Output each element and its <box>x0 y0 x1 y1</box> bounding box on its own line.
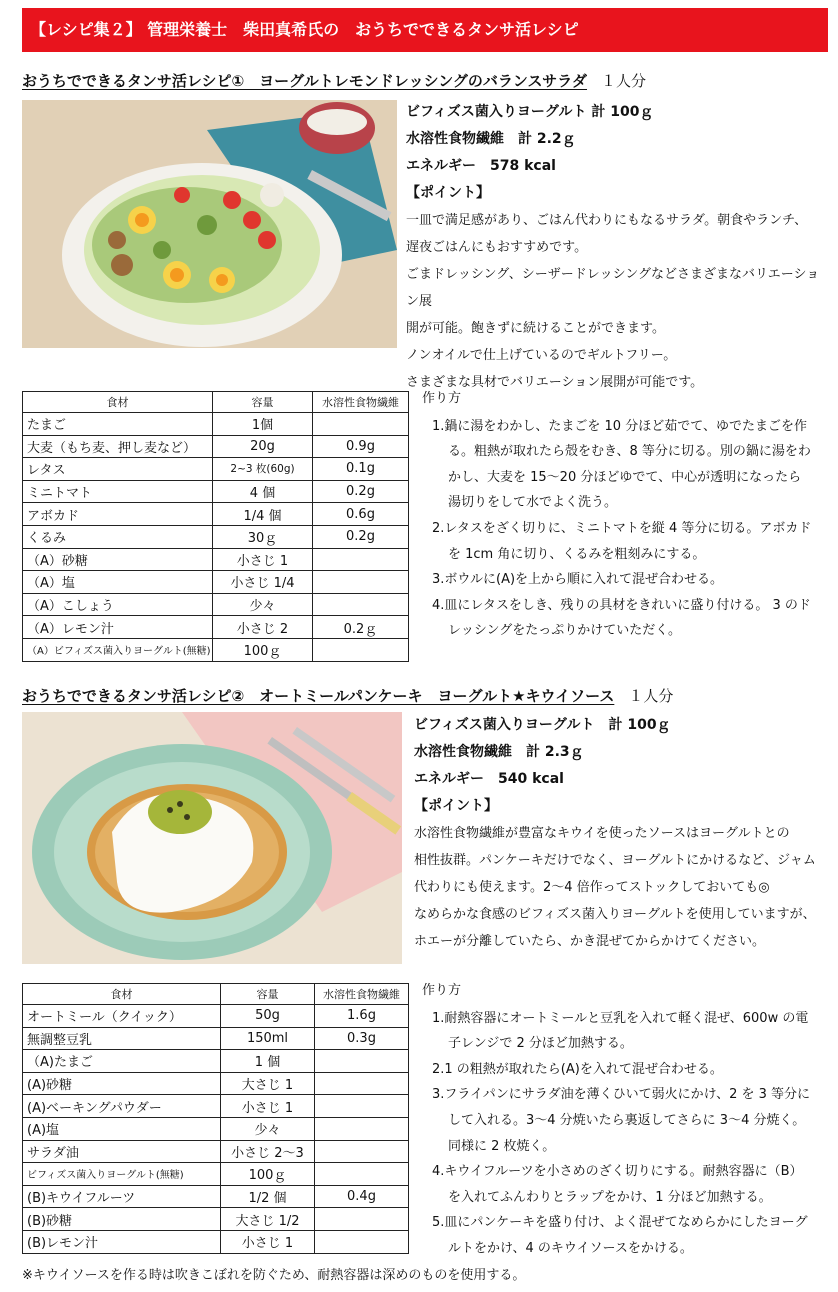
ingredient-name: （A）砂糖 <box>23 548 213 571</box>
header-ingredient: 食材 <box>23 984 221 1005</box>
header-amount: 容量 <box>213 392 313 413</box>
ingredient-name: オートミール（クイック） <box>23 1005 221 1028</box>
recipe-2-step: 1.耐熱容器にオートミールと豆乳を入れて軽く混ぜ、600w の電子レンジで 2 分ほど加熱する。 <box>432 1010 809 1052</box>
ingredient-fiber: 0.3g <box>315 1027 409 1050</box>
recipe-2-step: 5.皿にパンケーキを盛り付け、よく混ぜてなめらかにしたヨーグルトをかけ、4 のキウイソースをかける。 <box>432 1215 808 1256</box>
recipe-1-point-line: ノンオイルで仕上げているのでギルトフリー。 <box>406 348 677 363</box>
table-row <box>23 1050 409 1073</box>
ingredient-name: レタス <box>23 458 213 481</box>
ingredient-amount: 4 個 <box>213 480 313 503</box>
recipe-2-point-line: 代わりにも使えます。2～4 倍作ってストックしておいても◎ <box>414 880 770 895</box>
ingredient-name: アボカド <box>23 503 213 526</box>
recipe-1-fiber-total: 水溶性食物繊維 計 2.2ｇ <box>406 131 576 147</box>
recipe-1-step: 3.ボウルに(A)を上から順に入れて混ぜ合わせる。 <box>432 572 724 588</box>
recipe-2-step: 3.フライパンにサラダ油を薄くひいて弱火にかけ、2 を 3 等分にして入れる。3～4 分焼いたら裏返してさらに 3～4 分焼く。同様に 2 枚焼く。 <box>432 1087 811 1154</box>
recipe-2-steps <box>422 978 814 1262</box>
ingredient-fiber <box>315 1117 409 1140</box>
recipe-1-title <box>22 70 646 92</box>
table-row <box>23 1095 409 1118</box>
header-fiber: 水溶性食物繊維 <box>313 392 409 413</box>
table-row <box>23 1005 409 1028</box>
salad-photo <box>22 100 397 348</box>
ingredient-amount: 100ｇ <box>213 638 313 661</box>
table-row <box>23 571 409 594</box>
ingredient-amount: 小さじ 2～3 <box>221 1140 315 1163</box>
table-row <box>23 1117 409 1140</box>
table-row <box>23 593 409 616</box>
recipe-2-steps-label: 作り方 <box>422 983 462 998</box>
ingredient-fiber <box>313 413 409 436</box>
ingredient-name: （A）塩 <box>23 571 213 594</box>
ingredient-amount: 小さじ 1 <box>213 548 313 571</box>
ingredient-name: たまご <box>23 413 213 436</box>
ingredient-fiber <box>313 571 409 594</box>
footnote: ※キウイソースを作る時は吹きこぼれを防ぐため、耐熱容器は深めのものを使用する。 <box>22 1268 526 1283</box>
recipe-2-energy: エネルギー 540 kcal <box>414 771 564 787</box>
recipe-2-point-label: 【ポイント】 <box>414 798 498 814</box>
ingredient-fiber <box>313 548 409 571</box>
recipe-2-yogurt-total: ビフィズス菌入りヨーグルト 計 100ｇ <box>414 717 671 733</box>
ingredient-amount: 1/4 個 <box>213 503 313 526</box>
ingredient-fiber <box>315 1072 409 1095</box>
ingredient-amount: 1個 <box>213 413 313 436</box>
ingredient-amount: 大さじ 1/2 <box>221 1208 315 1231</box>
table-row <box>23 1230 409 1253</box>
recipe-1-step: 4.皿にレタスをしき、残りの具材をきれいに盛り付ける。 3 のドレッシングをたっぷりかけていただく。 <box>432 597 811 639</box>
recipe-2-step: 4.キウイフルーツを小さめのざく切りにする。耐熱容器に（B）を入れてふんわりとラップをかけ、1 分ほど加熱する。 <box>432 1164 803 1205</box>
ingredient-fiber <box>315 1208 409 1231</box>
recipe-1-title-text: おうちでできるタンサ活レシピ① ヨーグルトレモンドレッシングのバランスサラダ <box>22 72 588 90</box>
ingredient-fiber: 1.6g <box>315 1005 409 1028</box>
ingredient-name: 大麦（もち麦、押し麦など） <box>23 435 213 458</box>
ingredient-amount: 小さじ 1/4 <box>213 571 313 594</box>
ingredient-amount: 小さじ 2 <box>213 616 313 639</box>
ingredient-amount: 少々 <box>213 593 313 616</box>
table-row <box>23 638 409 661</box>
recipe-2-point-line: なめらかな食感のビフィズス菌入りヨーグルトを使用していますが、 <box>414 907 816 922</box>
ingredient-amount: 20g <box>213 435 313 458</box>
ingredient-name: (A)砂糖 <box>23 1072 221 1095</box>
ingredient-fiber: 0.1g <box>313 458 409 481</box>
recipe-1-energy: エネルギー 578 kcal <box>406 158 556 174</box>
table-row <box>23 480 409 503</box>
table-row <box>23 525 409 548</box>
table-row <box>23 458 409 481</box>
ingredient-name: (A)ベーキングパウダー <box>23 1095 221 1118</box>
ingredient-name: くるみ <box>23 525 213 548</box>
header-ingredient: 食材 <box>23 392 213 413</box>
ingredient-fiber: 0.9g <box>313 435 409 458</box>
recipe-2-point-line: 相性抜群。パンケーキだけでなく、ヨーグルトにかけるなど、ジャム <box>414 853 816 868</box>
ingredient-amount: 1 個 <box>221 1050 315 1073</box>
ingredient-name: （A)たまご <box>23 1050 221 1073</box>
table-row <box>23 503 409 526</box>
page-banner: 【レシピ集２】 管理栄養士 柴田真希氏の おうちでできるタンサ活レシピ <box>22 8 828 52</box>
ingredient-fiber: 0.2g <box>313 480 409 503</box>
ingredient-amount: 2~3 枚(60g) <box>213 458 313 481</box>
table-row <box>23 1163 409 1186</box>
ingredient-fiber <box>315 1050 409 1073</box>
header-amount: 容量 <box>221 984 315 1005</box>
recipe-2-info <box>414 712 834 955</box>
table-row <box>23 1208 409 1231</box>
recipe-2-title-text: おうちでできるタンサ活レシピ② オートミールパンケーキ ヨーグルト★キウイソース <box>22 687 615 705</box>
recipe-1-point-label: 【ポイント】 <box>406 185 490 201</box>
recipe-1-point-line: さまざまな具材でバリエーション展開が可能です。 <box>406 375 704 390</box>
ingredient-fiber: 0.4g <box>315 1185 409 1208</box>
table-row <box>23 435 409 458</box>
ingredient-amount: 50g <box>221 1005 315 1028</box>
table-row <box>23 548 409 571</box>
ingredient-name: （A）レモン汁 <box>23 616 213 639</box>
table-header-row <box>23 984 409 1005</box>
ingredient-name: (A)塩 <box>23 1117 221 1140</box>
header-fiber: 水溶性食物繊維 <box>315 984 409 1005</box>
recipe-2-servings: １人分 <box>628 687 674 705</box>
recipe-2-step: 2.1 の粗熱が取れたら(A)を入れて混ぜ合わせる。 <box>432 1061 723 1077</box>
ingredient-fiber <box>315 1163 409 1186</box>
ingredient-amount: 少々 <box>221 1117 315 1140</box>
recipe-1-step: 2.レタスをざく切りに、ミニトマトを縦 4 等分に切る。アボカドを 1cm 角に切り、くるみを粗刻みにする。 <box>432 520 812 562</box>
recipe-1-point-line: 遅夜ごはんにもおすすめです。 <box>406 240 588 255</box>
recipe-1-point-line: 開が可能。飽きずに続けることができます。 <box>406 321 665 336</box>
ingredient-name: （A）こしょう <box>23 593 213 616</box>
table-row <box>23 1072 409 1095</box>
table-row <box>23 1140 409 1163</box>
ingredient-name: ビフィズス菌入りヨーグルト(無糖) <box>23 1163 221 1186</box>
ingredient-fiber: 0.2ｇ <box>313 616 409 639</box>
ingredient-name: (B)砂糖 <box>23 1208 221 1231</box>
recipe-2-title <box>22 685 673 707</box>
recipe-1-servings: １人分 <box>601 72 647 90</box>
ingredient-amount: 30ｇ <box>213 525 313 548</box>
recipe-1-point-line: 一皿で満足感があり、ごはん代わりにもなるサラダ。朝食やランチ、 <box>406 213 808 228</box>
recipe-1-info <box>406 99 831 396</box>
ingredient-fiber <box>315 1140 409 1163</box>
recipe-2-point-line: ホエーが分離していたら、かき混ぜてからかけてください。 <box>414 934 766 949</box>
ingredient-amount: 1/2 個 <box>221 1185 315 1208</box>
ingredient-fiber <box>313 638 409 661</box>
recipe-1-steps-label: 作り方 <box>422 391 462 406</box>
ingredient-amount: 100ｇ <box>221 1163 315 1186</box>
ingredient-fiber <box>313 593 409 616</box>
recipe-1-step: 1.鍋に湯をわかし、たまごを 10 分ほど茹でて、ゆでたまごを作る。粗熱が取れたら殻をむき、8 等分に切る。別の鍋に湯をわかし、大麦を 15～20 分ほどゆでて、中心が透明になったら湯切りをして水でよく洗う。 <box>432 418 811 511</box>
recipe-2-ingredients-table <box>22 983 409 1254</box>
table-row <box>23 1027 409 1050</box>
ingredient-fiber <box>315 1095 409 1118</box>
recipe-1-point-line: ごまドレッシング、シーザードレッシングなどさまざまなバリエーション展 <box>406 267 820 309</box>
table-row <box>23 1185 409 1208</box>
pancake-photo <box>22 712 402 964</box>
ingredient-amount: 小さじ 1 <box>221 1230 315 1253</box>
ingredient-name: ミニトマト <box>23 480 213 503</box>
ingredient-name: 無調整豆乳 <box>23 1027 221 1050</box>
table-row <box>23 616 409 639</box>
ingredient-fiber: 0.6g <box>313 503 409 526</box>
recipe-1-steps <box>422 386 814 644</box>
recipe-1-ingredients-table <box>22 391 409 662</box>
recipe-2-fiber-total: 水溶性食物繊維 計 2.3ｇ <box>414 744 584 760</box>
ingredient-amount: 150ml <box>221 1027 315 1050</box>
table-row <box>23 413 409 436</box>
ingredient-name: サラダ油 <box>23 1140 221 1163</box>
ingredient-name: (B)レモン汁 <box>23 1230 221 1253</box>
ingredient-amount: 小さじ 1 <box>221 1095 315 1118</box>
ingredient-amount: 大さじ 1 <box>221 1072 315 1095</box>
ingredient-fiber: 0.2g <box>313 525 409 548</box>
ingredient-name: （A）ビフィズス菌入りヨーグルト(無糖) <box>23 638 213 661</box>
recipe-2-point-line: 水溶性食物繊維が豊富なキウイを使ったソースはヨーグルトとの <box>414 826 790 841</box>
table-header-row <box>23 392 409 413</box>
recipe-1-yogurt-total: ビフィズス菌入りヨーグルト 計 100ｇ <box>406 104 654 120</box>
ingredient-name: (B)キウイフルーツ <box>23 1185 221 1208</box>
ingredient-fiber <box>315 1230 409 1253</box>
